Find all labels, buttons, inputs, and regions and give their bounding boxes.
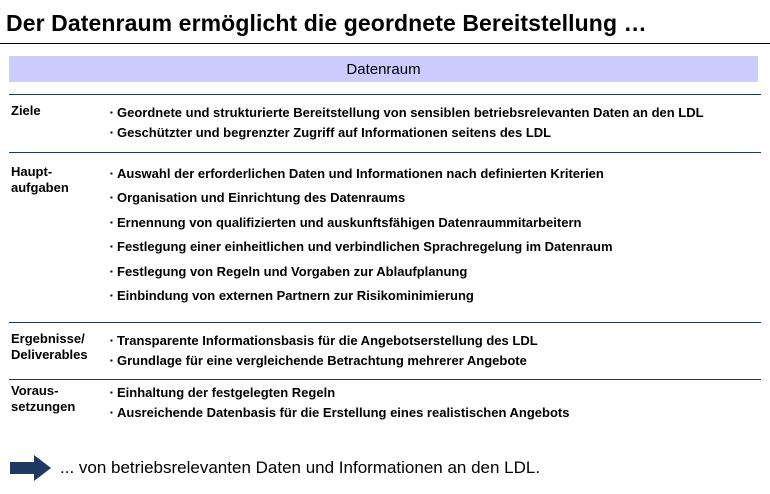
section-label-line: Ergebnisse/	[11, 331, 85, 346]
list-item: ▪ Einbindung von externen Partnern zur Risikominimierung	[110, 286, 613, 310]
section-divider	[9, 322, 761, 323]
list-item: ▪ Geschützter und begrenzter Zugriff auf Informationen seitens des LDL	[110, 123, 704, 143]
section-label-line: Voraus-	[11, 383, 59, 398]
right-arrow-icon	[10, 455, 52, 481]
section-label	[11, 331, 88, 363]
section-label-line: Deliverables	[11, 347, 88, 362]
page-title: Der Datenraum ermöglicht die geordnete Bereitstellung …	[6, 10, 647, 36]
list-item: ▪ Organisation und Einrichtung des Datenraums	[110, 188, 613, 212]
list-item: ▪ Ernennung von qualifizierten und auskunftsfähigen Datenraummitarbeitern	[110, 213, 613, 237]
list-item: ▪ Geordnete und strukturierte Bereitstellung von sensiblen betriebsrelevanten Daten an den LDL	[110, 103, 704, 123]
section-divider	[9, 94, 761, 95]
list-item: ▪ Festlegung einer einheitlichen und verbindlichen Sprachregelung im Datenraum	[110, 237, 613, 261]
section-divider	[9, 379, 761, 380]
section-label-line: setzungen	[11, 399, 76, 414]
footer-text: ... von betriebsrelevanten Daten und Informationen an den LDL.	[60, 458, 541, 477]
header-band-label: Datenraum	[346, 60, 421, 78]
list-item: ▪ Transparente Informationsbasis für die Angebotserstellung des LDL	[110, 331, 538, 351]
section-label	[11, 164, 69, 196]
section-divider	[9, 152, 761, 153]
bullet-list	[110, 383, 569, 423]
section-label	[11, 383, 75, 415]
bullet-list	[110, 164, 613, 310]
section-header-band	[9, 56, 758, 82]
list-item: ▪ Einhaltung der festgelegten Regeln	[110, 383, 569, 403]
bullet-list	[110, 331, 538, 371]
section-label-line: Haupt-	[11, 164, 53, 179]
list-item: ▪ Grundlage für eine vergleichende Betrachtung mehrerer Angebote	[110, 351, 538, 371]
list-item: ▪ Ausreichende Datenbasis für die Erstellung eines realistischen Angebots	[110, 403, 569, 423]
title-divider	[0, 43, 770, 44]
bullet-list	[110, 103, 704, 143]
list-item: ▪ Festlegung von Regeln und Vorgaben zur Ablaufplanung	[110, 262, 613, 286]
list-item: ▪ Auswahl der erforderlichen Daten und Informationen nach definierten Kriterien	[110, 164, 613, 188]
section-label-line: aufgaben	[11, 180, 69, 195]
section-label: Ziele	[11, 103, 41, 118]
